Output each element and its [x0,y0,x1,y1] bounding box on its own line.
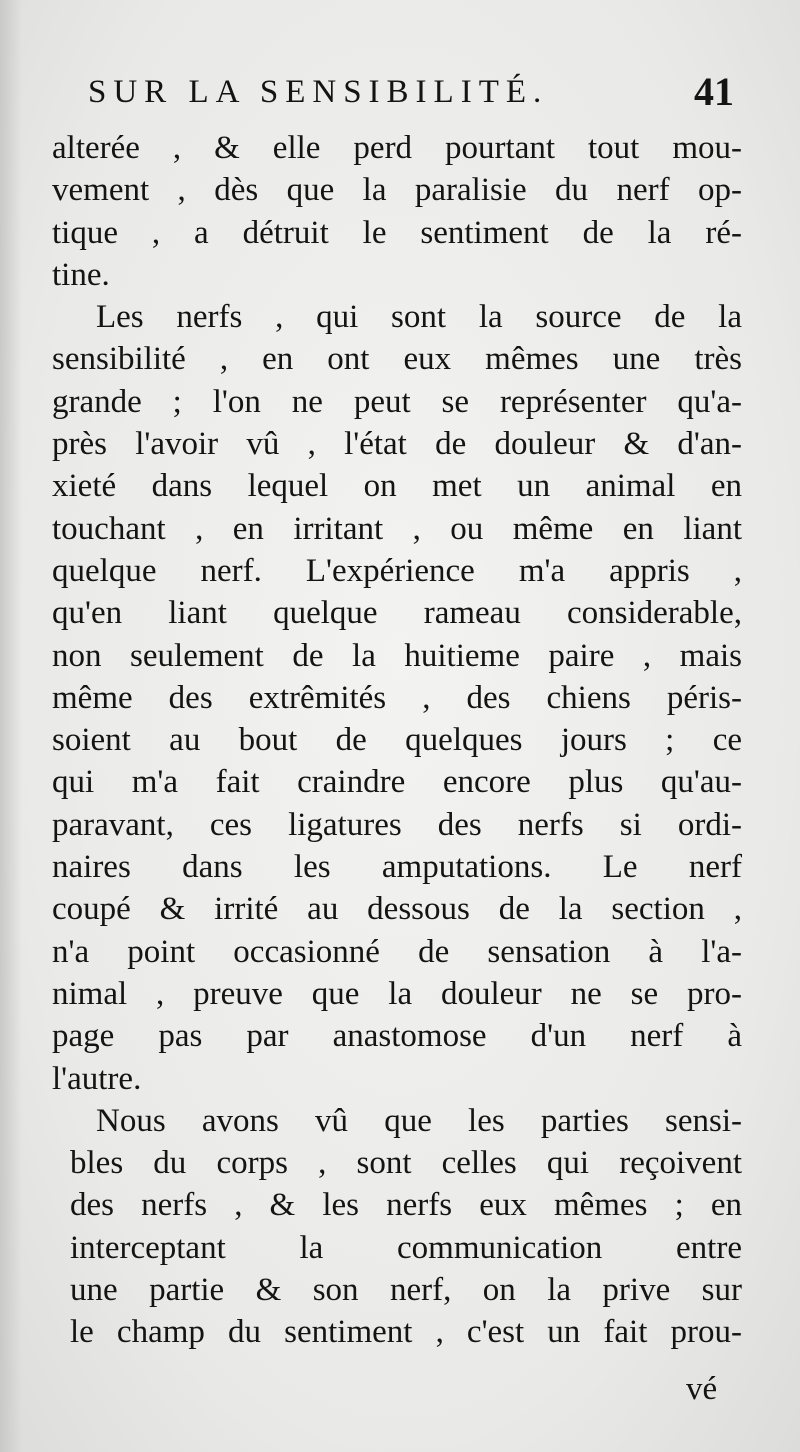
text-line: interceptant la communication entre [70,1229,742,1266]
text-line: qui m'a fait craindre encore plus qu'au- [52,764,742,801]
text-line: touchant , en irritant , ou même en liant [52,510,742,547]
page-number: 41 [694,69,734,114]
text-line: bles du corps , sont celles qui reçoivent [70,1145,742,1182]
page-header [88,68,748,116]
text-line: vement , dès que la paralisie du nerf op- [52,172,742,209]
body-text [52,127,742,1354]
text-line: des nerfs , & les nerfs eux mêmes ; en [70,1187,742,1224]
text-line: xieté dans lequel on met un animal en [52,468,742,505]
text-line: nimal , preuve que la douleur ne se pro- [52,975,742,1012]
text-line: alterée , & elle perd pourtant tout mou- [52,130,742,166]
text-line: paravant, ces ligatures des nerfs si ordi- [52,806,742,843]
text-line: tique , a détruit le sentiment de la ré- [52,214,742,251]
text-line: qu'en liant quelque rameau considerable, [52,595,742,632]
text-line: page pas par anastomose d'un nerf à [52,1018,742,1055]
text-line: Les nerfs , qui sont la source de la [96,299,742,336]
text-line: l'autre. [52,1060,142,1097]
running-head: SUR LA SENSIBILITÉ. [88,74,549,110]
text-line: tine. [52,256,110,293]
text-line: sensibilité , en ont eux mêmes une très [52,341,742,378]
text-line: soient au bout de quelques jours ; ce [52,722,742,759]
text-line: quelque nerf. L'expérience m'a appris , [52,552,742,589]
text-line: non seulement de la huitieme paire , mais [52,637,742,674]
catchword: vé [686,1371,718,1407]
text-line: coupé & irrité au dessous de la section , [52,891,742,928]
text-line: près l'avoir vû , l'état de douleur & d'an- [52,426,742,463]
text-line: grande ; l'on ne peut se représenter qu'a- [52,383,742,420]
text-line: naires dans les amputations. Le nerf [52,849,742,886]
text-line: une partie & son nerf, on la prive sur [70,1272,742,1309]
text-line: n'a point occasionné de sensation à l'a- [52,933,742,970]
text-line: même des extrêmités , des chiens péris- [52,679,742,716]
page-edge-shadow [0,0,22,1452]
text-line: le champ du sentiment , c'est un fait prou- [70,1314,742,1351]
text-line: Nous avons vû que les parties sensi- [96,1102,742,1139]
